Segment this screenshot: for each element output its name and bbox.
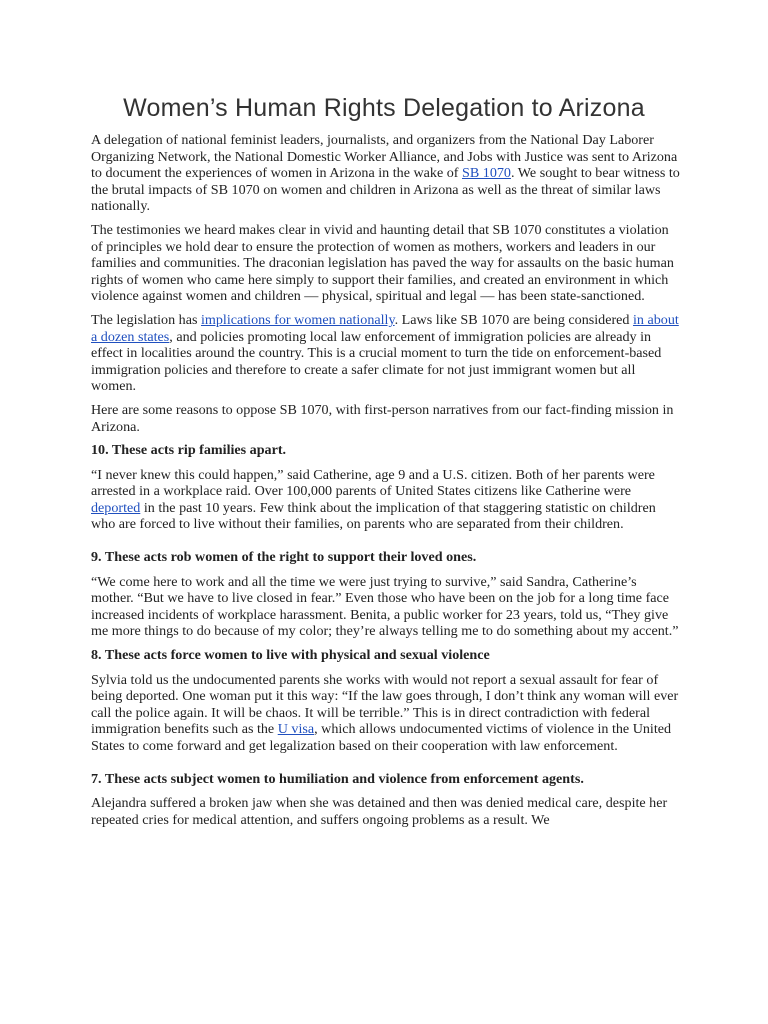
document-body <box>91 132 681 835</box>
section-8-heading: 8. These acts force women to live with physical and sexual violence <box>91 647 490 664</box>
intro-paragraph <box>91 132 681 215</box>
section-10-text <box>91 467 681 533</box>
section-7-text: Alejandra suffered a broken jaw when she was detained and then was denied medical care, despite her repeated cries for medical attention, and suffers ongoing problems as a result. We <box>91 795 668 828</box>
u-visa-link[interactable]: U visa <box>277 721 315 738</box>
section-8-text <box>91 672 681 755</box>
section-9-heading: 9. These acts rob women of the right to support their loved ones. <box>91 549 477 566</box>
testimonies-paragraph: The testimonies we heard makes clear in vivid and haunting detail that SB 1070 constitutes a violation of principles we hold dear to ensure the protection of women as mothers, workers and leaders in our families and communities. The draconian legislation has paved the way for assaults on the basic human rights of women who came here simply to support their families, and created an environment in which violence against women and children — physical, spiritual and legal — has been state-sanctioned. <box>91 221 674 305</box>
section-8-text-a: Sylvia told us the undocumented parents she works with would not report a sexual assault for fear of being deported. One woman put it this way: “If the law goes through, I don’t think any woman will ever call the police again. It will be chaos. It will be terrible.” This is in direct contradiction with federal immigration benefits such as the <box>91 671 679 738</box>
legislation-text-b: . Laws like SB 1070 are being considered <box>394 311 633 328</box>
section-10-text-b: in the past 10 years. Few think about the implication of that staggering statistic on children who are forced to live without their families, on parents who are separated from their children. <box>91 499 656 533</box>
implications-link[interactable]: implications for women nationally <box>200 311 395 328</box>
section-10-text-a: “I never knew this could happen,” said Catherine, age 9 and a U.S. citizen. Both of her parents were arrested in a workplace raid. Over 100,000 parents of United States citizens like Catherine were <box>91 466 655 500</box>
section-7-heading: 7. These acts subject women to humiliation and violence from enforcement agents. <box>91 770 584 787</box>
legislation-text-c: , and policies promoting local law enforcement of immigration policies are already in effect in localities around the country. This is a crucial moment to turn the tide on enforcement-based immigration policies and therefore to create a safer climate for not just immigrant women but all women. <box>91 328 662 395</box>
intro-text-a: A delegation of national feminist leaders, journalists, and organizers from the National Day Laborer Organizing Network, the National Domestic Worker Alliance, and Jobs with Justice was sent to Arizona to document the experiences of women in Arizona in the wake of <box>91 132 678 182</box>
intro-text-b: . We sought to bear witness to the brutal impacts of SB 1070 on women and children in Arizona as well as the threat of similar laws nationally. <box>91 165 680 215</box>
section-10-heading: 10. These acts rip families apart. <box>91 442 287 459</box>
dozen-states-link[interactable]: in about a dozen states <box>91 311 679 345</box>
legislation-paragraph <box>91 312 681 395</box>
deported-link[interactable]: deported <box>91 499 141 516</box>
reasons-paragraph: Here are some reasons to oppose SB 1070, with first-person narratives from our fact-finding mission in Arizona. <box>91 401 674 435</box>
section-9-text: “We come here to work and all the time we were just trying to survive,” said Sandra, Catherine’s mother. “But we have to live closed in fear.” Even those who have been on the job for a long time face increased incidents of workplace harassment. Benita, a public worker for 23 years, told us, “They give me more things to do because of my color; they’re always telling me to do something about my accent.” <box>91 573 679 640</box>
legislation-text-a: The legislation has <box>91 311 201 328</box>
document-title: Women’s Human Rights Delegation to Arizona <box>123 94 645 122</box>
section-8-text-b: , which allows undocumented victims of violence in the United States to come forward and get legalization based on their cooperation with law enforcement. <box>91 721 672 754</box>
sb1070-link[interactable]: SB 1070 <box>462 165 511 182</box>
